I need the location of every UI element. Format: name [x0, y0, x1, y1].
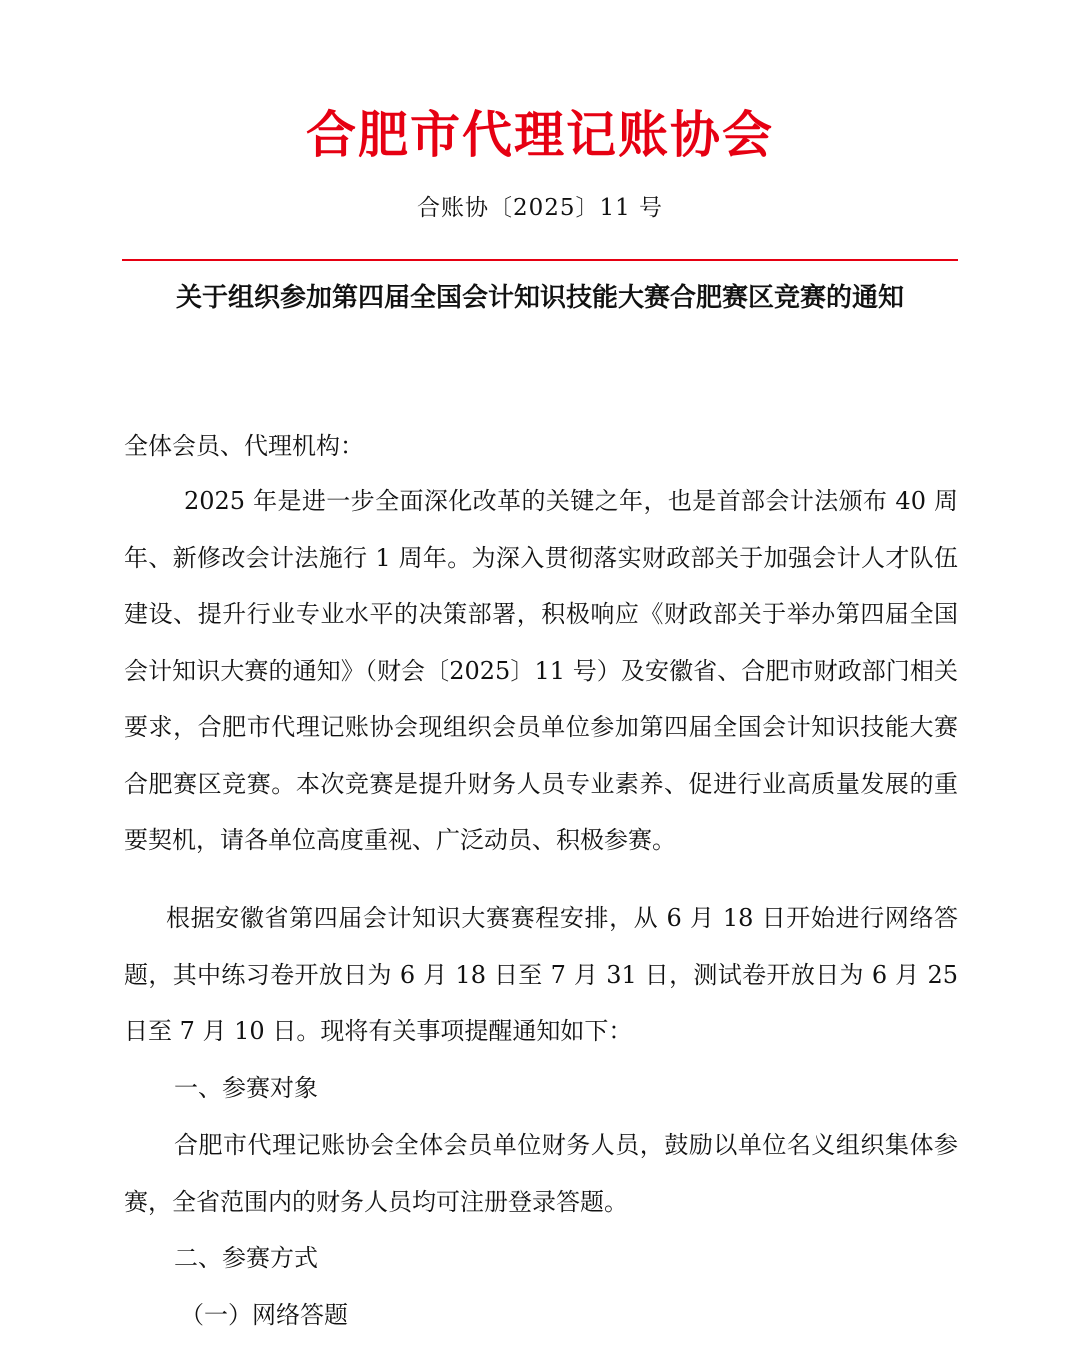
paragraph-intro: 2025 年是进一步全面深化改革的关键之年，也是首部会计法颁布 40 周年、新修改会计法施行 1 周年。为深入贯彻落实财政部关于加强会计人才队伍建设、提升行业专业水平的决策部署，积极响应《财政部关于举办第四届全国会计知识大赛的通知》（财会〔2025〕11 号）及安徽省、合肥市财政部门相关要求，合肥市代理记账协会现组织会员单位参加第四届全国会计知识技能大赛合肥赛区竞赛。本次竞赛是提升财务人员专业素养、促进行业高质量发展的重要契机，请各单位高度重视、广泛动员、积极参赛。 — [124, 487, 958, 854]
notice-title: 关于组织参加第四届全国会计知识技能大赛合肥赛区竞赛的通知 — [175, 283, 904, 313]
section-heading-method: 二、参赛方式 — [174, 1244, 318, 1272]
section-heading-participants: 一、参赛对象 — [174, 1074, 318, 1102]
red-divider-line — [122, 259, 958, 261]
paragraph-participants: 合肥市代理记账协会全体会员单位财务人员，鼓励以单位名义组织集体参赛，全省范围内的财务人员均可注册登录答题。 — [124, 1131, 958, 1216]
paragraph-schedule: 根据安徽省第四届会计知识大赛赛程安排，从 6 月 18 日开始进行网络答题，其中练习卷开放日为 6 月 18 日至 7 月 31 日，测试卷开放日为 6 月 25 日至 7 月 10 日。现将有关事项提醒通知如下： — [124, 904, 958, 1045]
document-number: 合账协〔2025〕11 号 — [416, 195, 664, 221]
salutation: 全体会员、代理机构： — [124, 432, 364, 460]
organization-title: 合肥市代理记账协会 — [306, 105, 774, 164]
subsection-heading-online: （一）网络答题 — [180, 1301, 348, 1329]
